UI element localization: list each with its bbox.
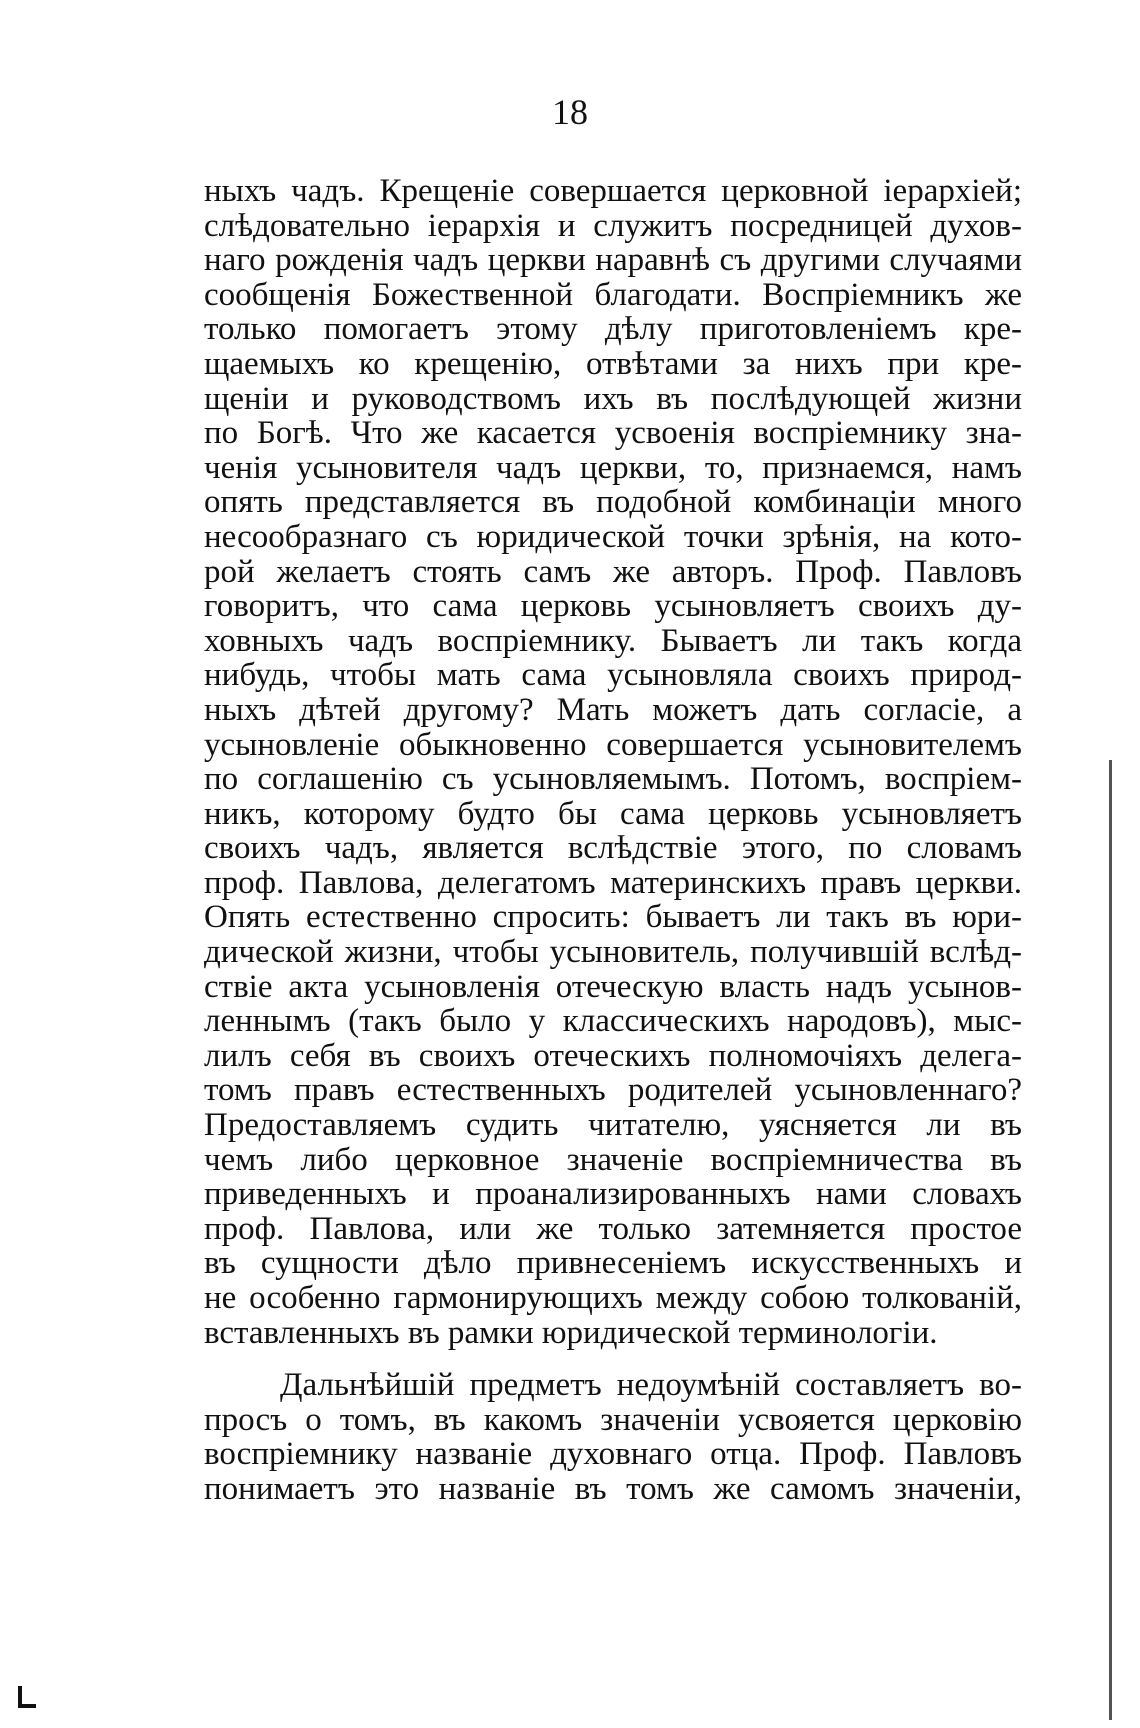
- paragraph-gap: [204, 1350, 1022, 1368]
- text-line: леннымъ (такъ было у классическихъ народовъ), мыс-: [204, 1004, 1022, 1039]
- text-line: понимаетъ это названіе въ томъ же самомъ значеніи,: [204, 1471, 1022, 1507]
- text-line: нибудь, чтобы мать сама усыновляла своихъ природ-: [204, 658, 1022, 693]
- text-line: томъ правъ естественныхъ родителей усыновленнаго?: [204, 1073, 1022, 1109]
- text-line: рой желаетъ стоять самъ же авторъ. Проф. Павловъ: [204, 554, 1022, 590]
- text-line: проф. Павлова, делегатомъ материнскихъ правъ церкви.: [204, 865, 1022, 901]
- text-line: Дальнѣйшій предметъ недоумѣній составляетъ во-: [280, 1368, 1022, 1403]
- text-line: никъ, которому будто бы сама церковь усыновляетъ: [204, 796, 1022, 832]
- text-line: Опять естественно спросить: бываетъ ли такъ въ юри-: [204, 900, 1022, 936]
- text-line: не особенно гармонирующихъ между собою толкованій,: [204, 1281, 1022, 1316]
- text-line: говоритъ, что сама церковь усыновляетъ своихъ ду-: [204, 589, 1022, 624]
- text-line: своихъ чадъ, является вслѣдствіе этого, по словамъ: [204, 831, 1022, 866]
- text-line: щеніи и руководствомъ ихъ въ послѣдующей жизни: [204, 381, 1022, 417]
- text-line: усыновленіе обыкновенно совершается усыновителемъ: [204, 727, 1022, 763]
- text-line: опять представляется въ подобной комбинаціи много: [204, 485, 1022, 520]
- text-line: проф. Павлова, или же только затемняется простое: [204, 1211, 1022, 1247]
- text-line: приведенныхъ и проанализированныхъ нами словахъ: [204, 1177, 1022, 1212]
- text-line: ныхъ дѣтей другому? Мать можетъ дать согласіе, а: [204, 692, 1022, 728]
- text-line: ченія усыновителя чадъ церкви, то, признаемся, намъ: [204, 450, 1022, 486]
- body-text: [204, 174, 1022, 1507]
- text-line: сообщенія Божественной благодати. Воспріемникъ же: [204, 277, 1022, 313]
- text-line: ховныхъ чадъ воспріемнику. Бываетъ ли такъ когда: [204, 623, 1022, 659]
- text-line: воспріемнику названіе духовнаго отца. Проф. Павловъ: [204, 1437, 1022, 1472]
- text-line: Предоставляемъ судить читателю, уясняется ли въ: [204, 1108, 1022, 1143]
- page-number: 18: [552, 92, 588, 132]
- scan-corner-mark: [18, 1686, 36, 1708]
- scan-edge-line: [1109, 760, 1112, 1720]
- text-line: въ сущности дѣло привнесеніемъ искусственныхъ и: [204, 1246, 1022, 1281]
- text-line: несообразнаго съ юридической точки зрѣнія, на кото-: [204, 519, 1022, 555]
- paragraph-1: [204, 174, 1022, 1350]
- text-line: чемъ либо церковное значеніе воспріемничества въ: [204, 1142, 1022, 1178]
- text-line: просъ о томъ, въ какомъ значеніи усвояется церковію: [204, 1402, 1022, 1438]
- text-line: слѣдовательно іерархія и служитъ посредницей духов-: [204, 208, 1022, 244]
- text-line: наго рожденія чадъ церкви наравнѣ съ другими случаями: [204, 243, 1022, 278]
- text-line: ствіе акта усыновленія отеческую власть надъ усынов-: [204, 969, 1022, 1005]
- paragraph-2: [204, 1368, 1022, 1506]
- text-line: вставленныхъ въ рамки юридической терминологіи.: [204, 1315, 938, 1351]
- text-line: щаемыхъ ко крещенію, отвѣтами за нихъ при кре-: [204, 346, 1022, 382]
- text-line: по Богѣ. Что же касается усвоенія воспріемнику зна-: [204, 416, 1022, 451]
- text-line: только помогаетъ этому дѣлу приготовленіемъ кре-: [204, 312, 1022, 347]
- text-line: лилъ себя въ своихъ отеческихъ полномочіяхъ делега-: [204, 1038, 1022, 1074]
- text-line: дической жизни, чтобы усыновитель, получившій вслѣд-: [204, 935, 1022, 970]
- text-line: по соглашенію съ усыновляемымъ. Потомъ, воспріем-: [204, 762, 1022, 797]
- text-line: ныхъ чадъ. Крещеніе совершается церковной іерархіей;: [204, 174, 1022, 209]
